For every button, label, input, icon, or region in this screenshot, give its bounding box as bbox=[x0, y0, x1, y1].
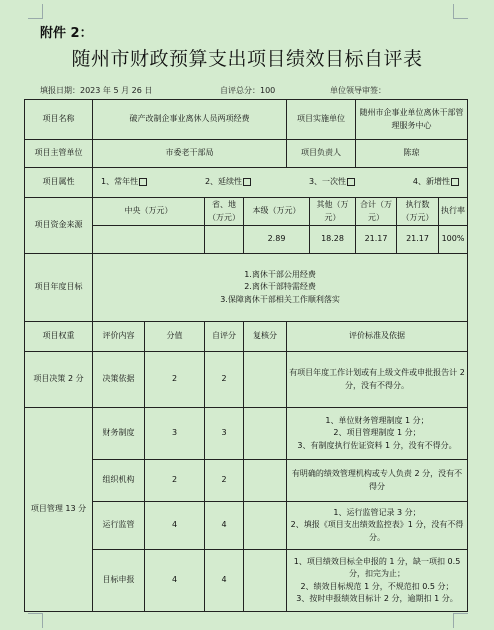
funds-value: 100% bbox=[439, 226, 468, 254]
attr-option bbox=[413, 176, 459, 188]
eval-score: 2 bbox=[145, 352, 205, 408]
eval-group: 项目管理 13 分 bbox=[25, 408, 93, 612]
checkbox-icon[interactable] bbox=[451, 178, 459, 186]
criteria-line: 1、项目绩效目标全申报的 1 分，缺一项扣 0.5 分，扣完为止； bbox=[293, 556, 461, 579]
table-row bbox=[25, 352, 468, 408]
project-unit-value: 随州市企事业单位离休干部管理服务中心 bbox=[356, 100, 468, 140]
table-row bbox=[25, 168, 468, 198]
eval-review-score bbox=[244, 550, 287, 612]
table-row bbox=[25, 198, 468, 226]
funds-value: 18.28 bbox=[310, 226, 356, 254]
eval-self-score: 3 bbox=[205, 408, 244, 460]
funds-header: 省、地（万元） bbox=[205, 198, 244, 226]
criteria-line: 2、填报《项目支出绩效监控表》1 分，没有不得分。 bbox=[290, 520, 464, 542]
owner-label: 项目负责人 bbox=[287, 140, 356, 168]
attr-option-label: 4、新增性 bbox=[412, 177, 450, 187]
eval-review-score bbox=[244, 352, 287, 408]
goal-item: 3.保障离休干部相关工作顺利落实 bbox=[220, 294, 340, 304]
project-unit-label: 项目实施单位 bbox=[287, 100, 356, 140]
goal-item: 2.离休干部特需经费 bbox=[244, 282, 316, 292]
owner-value: 陈琼 bbox=[356, 140, 468, 168]
leader-signoff: 单位领导审签： bbox=[330, 86, 386, 95]
attr-label: 项目属性 bbox=[25, 168, 93, 198]
eval-content: 财务制度 bbox=[93, 408, 145, 460]
eval-review-score bbox=[244, 460, 287, 502]
project-name-label: 项目名称 bbox=[25, 100, 93, 140]
eval-score: 2 bbox=[145, 460, 205, 502]
funds-header: 执行数（万元） bbox=[397, 198, 439, 226]
eval-criteria bbox=[287, 502, 468, 550]
annex-label: 附件 2： bbox=[40, 26, 93, 41]
eval-criteria bbox=[287, 460, 468, 502]
funds-value: 21.17 bbox=[397, 226, 439, 254]
funds-label: 项目资金来源 bbox=[25, 198, 93, 254]
eval-content: 目标申报 bbox=[93, 550, 145, 612]
dept-label: 项目主管单位 bbox=[25, 140, 93, 168]
table-row bbox=[25, 322, 468, 352]
checkbox-icon[interactable] bbox=[347, 178, 355, 186]
table-row bbox=[25, 100, 468, 140]
eval-review-score bbox=[244, 502, 287, 550]
page-title: 随州市财政预算支出项目绩效目标自评表 bbox=[71, 48, 423, 70]
table-row bbox=[25, 254, 468, 322]
eval-header: 复核分 bbox=[244, 322, 287, 352]
eval-score: 4 bbox=[145, 550, 205, 612]
attr-option bbox=[309, 176, 355, 188]
checkbox-icon[interactable] bbox=[139, 178, 147, 186]
eval-content: 运行监管 bbox=[93, 502, 145, 550]
attr-option-label: 1、常年性 bbox=[101, 177, 139, 187]
dept-value: 市委老干部局 bbox=[93, 140, 287, 168]
crop-mark bbox=[28, 4, 43, 19]
goals-list bbox=[93, 254, 468, 322]
criteria-line: 3、有制度执行佐证资料 1 分，没有不得分。 bbox=[297, 440, 457, 450]
crop-mark bbox=[453, 4, 468, 19]
eval-score: 3 bbox=[145, 408, 205, 460]
eval-content: 组织机构 bbox=[93, 460, 145, 502]
eval-content: 决策依据 bbox=[93, 352, 145, 408]
eval-self-score: 2 bbox=[205, 352, 244, 408]
eval-self-score: 2 bbox=[205, 460, 244, 502]
eval-group: 项目决策 2 分 bbox=[25, 352, 93, 408]
criteria-line: 1、运行监管记录 3 分； bbox=[333, 507, 421, 517]
funds-header: 其他（万元） bbox=[310, 198, 356, 226]
eval-criteria bbox=[287, 550, 468, 612]
funds-value: 2.89 bbox=[244, 226, 310, 254]
eval-self-score: 4 bbox=[205, 550, 244, 612]
funds-value bbox=[205, 226, 244, 254]
eval-score: 4 bbox=[145, 502, 205, 550]
criteria-line: 有明确的绩效管理机构或专人负责 2 分，没有不得分 bbox=[291, 469, 463, 491]
fill-date: 填报日期：2023 年 5 月 26 日 bbox=[40, 86, 153, 95]
criteria-line: 2、项目管理制度 1 分； bbox=[333, 428, 421, 438]
funds-value bbox=[93, 226, 205, 254]
project-name-value: 破产改制企事业离休人员两项经费 bbox=[93, 100, 287, 140]
crop-mark bbox=[453, 613, 468, 628]
attr-options bbox=[93, 168, 468, 198]
eval-criteria bbox=[287, 352, 468, 408]
checkbox-icon[interactable] bbox=[243, 178, 251, 186]
eval-header: 评价内容 bbox=[93, 322, 145, 352]
funds-header: 中央（万元） bbox=[93, 198, 205, 226]
criteria-line: 2、绩效目标规范 1 分，不规范扣 0.5 分； bbox=[300, 581, 454, 591]
funds-header: 执行率 bbox=[439, 198, 468, 226]
criteria-line: 3、按时申报绩效目标计 2 分，逾期扣 1 分。 bbox=[296, 593, 458, 603]
table-row bbox=[25, 408, 468, 460]
eval-header: 评价标准及依据 bbox=[287, 322, 468, 352]
evaluation-table bbox=[24, 99, 468, 612]
eval-header: 自评分 bbox=[205, 322, 244, 352]
goal-item: 1.离休干部公用经费 bbox=[244, 269, 316, 279]
eval-self-score: 4 bbox=[205, 502, 244, 550]
criteria-line: 有项目年度工作计划或有上级文件或申批报告计 2 分，没有不得分。 bbox=[289, 368, 465, 390]
attr-option-label: 3、一次性 bbox=[308, 177, 347, 187]
total-score: 自评总分：100 bbox=[220, 86, 276, 95]
attr-option bbox=[205, 176, 251, 188]
eval-criteria bbox=[287, 408, 468, 460]
eval-review-score bbox=[244, 408, 287, 460]
attr-option-label: 2、延续性 bbox=[204, 177, 243, 187]
funds-value: 21.17 bbox=[356, 226, 397, 254]
criteria-line: 1、单位财务管理制度 1 分； bbox=[325, 415, 429, 425]
attr-option bbox=[101, 176, 147, 188]
crop-mark bbox=[28, 613, 43, 628]
eval-header: 项目权重 bbox=[25, 322, 93, 352]
funds-header: 合计（万元） bbox=[356, 198, 397, 226]
table-row bbox=[25, 140, 468, 168]
eval-header: 分值 bbox=[145, 322, 205, 352]
goals-label: 项目年度目标 bbox=[25, 254, 93, 322]
funds-header: 本级（万元） bbox=[244, 198, 310, 226]
